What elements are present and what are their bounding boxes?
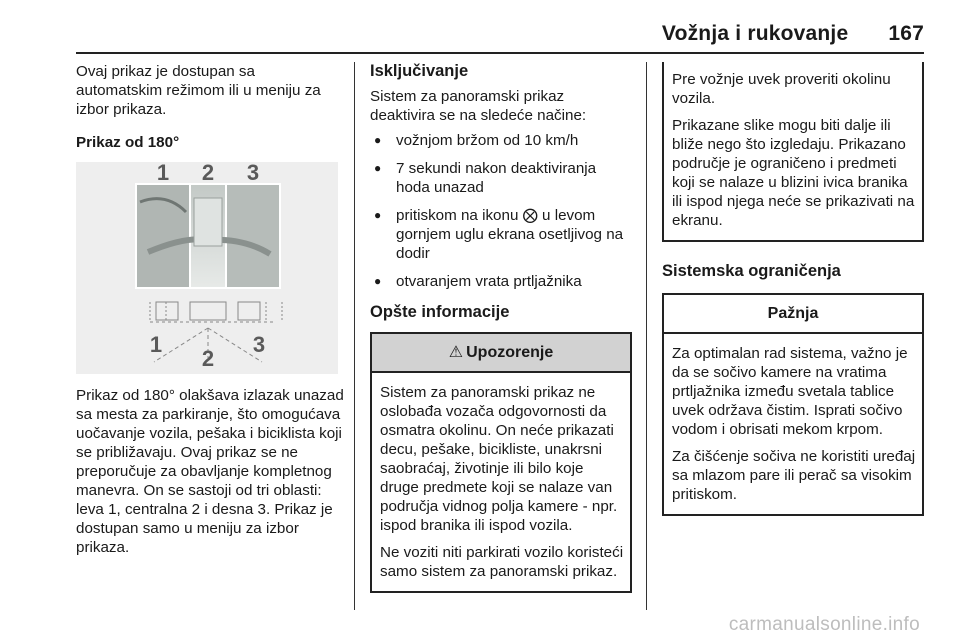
warning-continued-paragraph-2: Prikazane slike mogu biti dalje ili bliže nego što izgledaju. Prikazano područje je ograničeno i predmeti koji se nalaze u blizini ivica branika ili ispod njega neće se prikazivati na ekranu. bbox=[672, 117, 915, 229]
heading-deactivation: Isključivanje bbox=[370, 62, 469, 80]
deactivation-intro: Sistem za panoramski prikaz deaktivira se na sledeće načine: bbox=[370, 88, 587, 124]
notice-header: Pažnja bbox=[664, 295, 922, 334]
deactivation-list bbox=[370, 131, 632, 291]
figure-label-top-2: 2 bbox=[201, 162, 215, 185]
warning-continued-body bbox=[664, 62, 922, 240]
figure-180-view bbox=[76, 162, 338, 374]
warning-paragraph-1: Sistem za panoramski prikaz ne oslobađa vozača odgovornosti da osmatra okolinu. On neće prikazati decu, pešake, bicikliste, unakrsni saobraćaj, životinje ili bilo koje druge predmete koji se nalaze van područja vidnog polja kamere - npr. ispod branika ili ispod vozila. bbox=[380, 384, 618, 534]
figure-label-top-3: 3 bbox=[246, 162, 260, 185]
heading-general-info: Opšte informacije bbox=[370, 303, 510, 321]
camera-view-illustration bbox=[76, 162, 338, 374]
column-2 bbox=[370, 62, 632, 609]
notice-body bbox=[664, 334, 922, 514]
column-divider-2 bbox=[646, 62, 647, 610]
watermark: carmanualsonline.info bbox=[728, 614, 920, 635]
warning-body bbox=[372, 373, 630, 591]
figure-label-bottom-2: 2 bbox=[201, 346, 215, 371]
figure-title: Prikaz od 180° bbox=[76, 134, 180, 151]
column-divider-1 bbox=[354, 62, 355, 610]
warning-title: Upozorenje bbox=[466, 344, 554, 361]
warning-icon: ⚠ bbox=[448, 344, 464, 361]
section-title: Vožnja i rukovanje bbox=[661, 22, 849, 45]
notice-paragraph-1: Za optimalan rad sistema, važno je da se sočivo kamere na vratima prtljažnika između svetala tablice uvek održava čistim. Isprati sočivo vodom i obrisati mekom krpom. bbox=[672, 345, 908, 438]
page-number: 167 bbox=[888, 22, 924, 45]
list-item: ● 7 sekundi nakon deaktiviranja hoda unazad bbox=[370, 159, 632, 197]
column-1 bbox=[76, 62, 344, 567]
figure-label-bottom-3: 3 bbox=[252, 332, 266, 357]
warning-continued-paragraph-1: Pre vožnje uvek proveriti okolinu vozila. bbox=[672, 71, 891, 107]
page-header bbox=[662, 22, 924, 46]
header-rule bbox=[76, 52, 924, 54]
column-3 bbox=[662, 62, 924, 532]
warning-header bbox=[372, 334, 630, 373]
list-item: ● otvaranjem vrata prtljažnika bbox=[370, 272, 632, 291]
body-paragraph: Prikaz od 180° olakšava izlazak unazad sa mesta za parkiranje, što omogućava uočavanje vozila, pešaka i biciklista koji se približavaju. Ovaj prikaz se ne preporučuje za obavljanje kompletnog manevra. On se sastoji od tri oblasti: leva 1, centralna 2 i desna 3. Prikaz je dostupan samo u meniju za izbor prikaza. bbox=[76, 387, 344, 556]
warning-paragraph-2: Ne voziti niti parkirati vozilo koristeći samo sistem za panoramski prikaz. bbox=[380, 544, 624, 580]
warning-box-continued bbox=[662, 62, 924, 242]
notice-paragraph-2: Za čišćenje sočiva ne koristiti uređaj sa mlazom pare ili perač sa visokim pritiskom. bbox=[672, 448, 916, 503]
warning-box bbox=[370, 332, 632, 593]
list-item: ● pritiskom na ikonu ⨂ u levom gornjem uglu ekrana osetljivog na dodir bbox=[370, 206, 632, 263]
heading-system-limits: Sistemska ograničenja bbox=[662, 262, 841, 280]
intro-paragraph: Ovaj prikaz je dostupan sa automatskim režimom ili u meniju za izbor prikaza. bbox=[76, 63, 321, 118]
figure-label-top-1: 1 bbox=[156, 162, 170, 185]
notice-box bbox=[662, 293, 924, 516]
list-item: ● vožnjom bržom od 10 km/h bbox=[370, 131, 632, 150]
figure-label-bottom-1: 1 bbox=[149, 332, 163, 357]
